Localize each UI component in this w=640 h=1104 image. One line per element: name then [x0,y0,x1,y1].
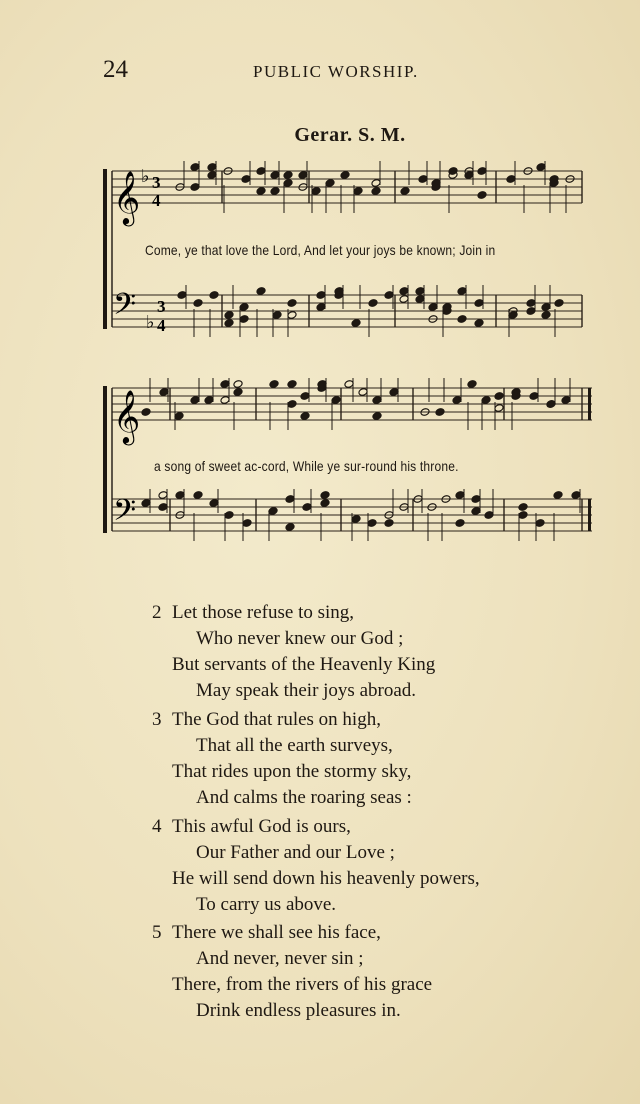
treble-clef-icon: 𝄞 [113,389,141,443]
note-head [467,380,477,389]
stanza-line: And calms the roaring seas : [196,787,412,808]
treble-clef-icon: 𝄞 [113,170,141,224]
time-signature-top: 3 [152,173,161,192]
system-bracket [103,169,107,329]
note-head [457,315,467,324]
bass-clef-icon: 𝄢 [113,494,137,535]
note-head [541,311,551,320]
note-head [300,412,310,421]
note-head [233,380,243,389]
stanza-line: And never, never sin ; [196,948,364,969]
note-head [224,311,234,320]
note-head [233,388,243,397]
stanza-line: 3 The God that rules on high, [152,709,381,730]
note-head [256,187,266,196]
staff-lines [103,169,592,533]
stanza-line: Our Father and our Love ; [196,842,395,863]
note-head [494,392,504,401]
stanza-line: That rides upon the stormy sky, [172,761,412,782]
final-bar [588,499,591,531]
note-head [372,412,382,421]
note-head [193,491,203,500]
note-head [320,499,330,508]
stanza-3 [152,707,412,811]
stanza-4 [152,814,480,918]
note-head [477,191,487,200]
stanza-line: He will send down his heavenly powers, [172,868,480,889]
stanza-line: 5 There we shall see his face, [152,922,381,943]
note-head [435,408,445,417]
stanza-line: But servants of the Heavenly King [172,654,436,675]
stanza-line: There, from the rivers of his grace [172,974,433,995]
lyric-line-2: a song of sweet ac-cord, While ye sur-round his throne. [154,458,459,474]
note-head [384,519,394,528]
stanza-line: 4 This awful God is ours, [152,816,351,837]
stanza-2 [152,600,435,704]
note-head [320,491,330,500]
note-head [269,380,279,389]
stanza-line: 2 Let those refuse to sing, [152,602,355,623]
final-bar [588,388,591,420]
note-head [283,171,293,180]
note-head [455,519,465,528]
note-head [368,299,378,308]
note-head [285,523,295,532]
lyric-line-1: Come, ye that love the Lord, And let your joys be known; Join in [145,242,496,258]
time-signature-top: 3 [157,297,166,316]
stanza-line: May speak their joys abroad. [196,680,417,701]
note-head [400,187,410,196]
system-bracket [103,386,107,533]
note-head [340,171,350,180]
note-head [141,408,151,417]
tune-title: Gerar. S. M. [294,124,406,146]
note-head [518,503,528,512]
stanza-line: To carry us above. [196,894,337,915]
time-signature-bottom: 4 [152,191,161,210]
stanza-line: Drink endless pleasures in. [196,1000,401,1021]
note-head [193,299,203,308]
note-head [553,491,563,500]
note-head [224,319,234,328]
note-head [474,319,484,328]
key-flat-icon: ♭ [146,312,155,332]
time-signature-bottom: 4 [157,316,166,335]
clefs [113,166,166,535]
note-head [270,187,280,196]
note-head [256,287,266,296]
note-head [209,291,219,300]
bass-clef-icon: 𝄢 [113,288,137,329]
running-title: PUBLIC WORSHIP. [253,62,419,81]
note-head [287,380,297,389]
key-flat-icon: ♭ [141,166,150,186]
note-head [287,299,297,308]
note-head [371,187,381,196]
page-number: 24 [103,56,128,83]
note-heads [141,161,581,541]
stanza-line: That all the earth surveys, [196,735,393,756]
stanza-5 [152,920,432,1024]
note-head [554,299,564,308]
stanza-line: Who never knew our God ; [196,628,404,649]
note-head [351,319,361,328]
